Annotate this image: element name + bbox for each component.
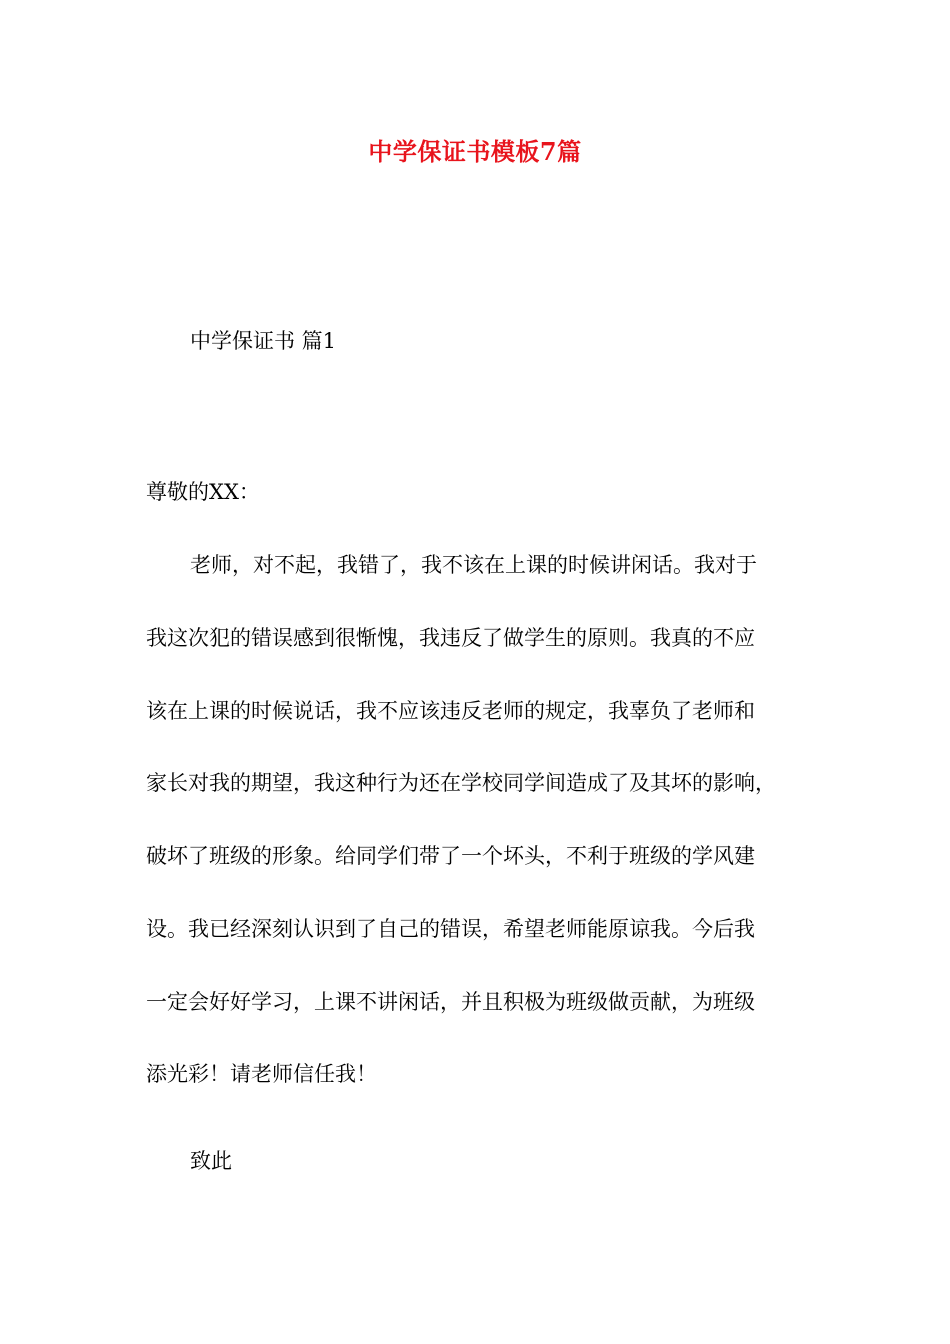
body-line: 设。我已经深刻认识到了自己的错误，希望老师能原谅我。今后我 <box>146 917 755 941</box>
body-line: 该在上课的时候说话，我不应该违反老师的规定，我辜负了老师和 <box>146 699 755 723</box>
body-line: 我这次犯的错误感到很惭愧，我违反了做学生的原则。我真的不应 <box>146 626 755 650</box>
body-line: 添光彩！请老师信任我！ <box>146 1062 377 1086</box>
document-title: 中学保证书模板7篇 <box>368 137 582 166</box>
closing-phrase: 致此 <box>190 1149 232 1173</box>
salutation: 尊敬的XX： <box>146 480 260 504</box>
body-line: 家长对我的期望，我这种行为还在学校同学间造成了及其坏的影响， <box>146 771 776 795</box>
body-line: 一定会好好学习，上课不讲闲话，并且积极为班级做贡献，为班级 <box>146 990 755 1014</box>
section-heading: 中学保证书 篇1 <box>190 329 337 353</box>
body-line: 老师，对不起，我错了，我不该在上课的时候讲闲话。我对于 <box>190 553 757 577</box>
body-line: 破坏了班级的形象。给同学们带了一个坏头，不利于班级的学风建 <box>146 844 755 868</box>
